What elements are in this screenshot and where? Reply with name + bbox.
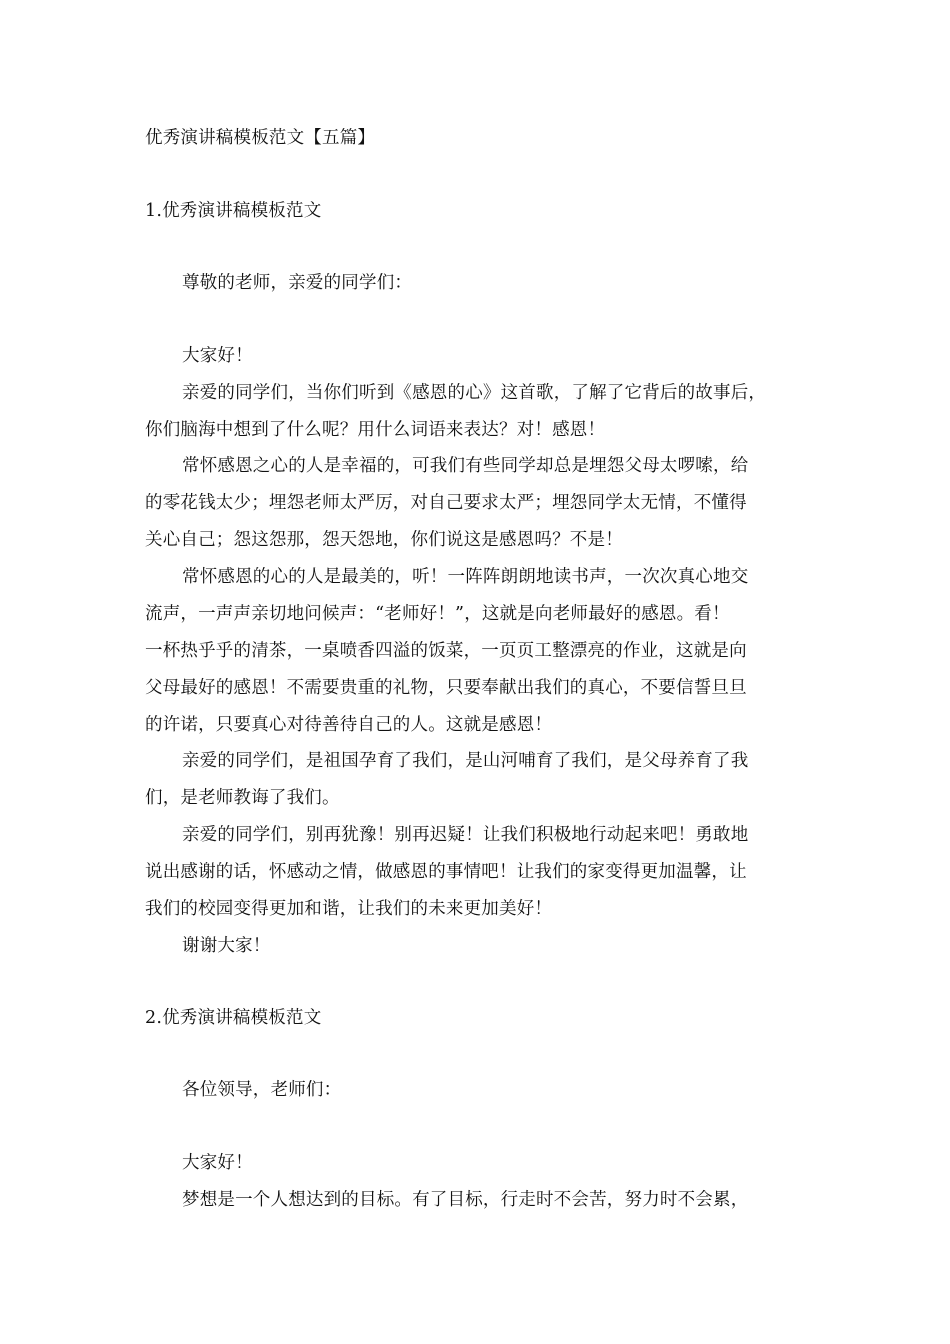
paragraph-line: 梦想是一个人想达到的目标。有了目标，行走时不会苦，努力时不会累， xyxy=(182,1190,749,1210)
paragraph-line: 的零花钱太少；埋怨老师太严厉，对自己要求太严；埋怨同学太无情，不懂得 xyxy=(145,493,747,513)
paragraph-line: 亲爱的同学们，别再犹豫！别再迟疑！让我们积极地行动起来吧！勇敢地 xyxy=(182,825,749,845)
paragraph-line: 亲爱的同学们，是祖国孕育了我们，是山河哺育了我们，是父母养育了我 xyxy=(182,751,749,771)
paragraph-line: 流声，一声声亲切地问候声：“老师好！”，这就是向老师最好的感恩。看！ xyxy=(145,604,730,624)
paragraph-line: 父母最好的感恩！不需要贵重的礼物，只要奉献出我们的真心，不要信誓旦旦 xyxy=(145,678,747,698)
salutation: 尊敬的老师，亲爱的同学们： xyxy=(182,273,413,293)
document-title: 优秀演讲稿模板范文【五篇】 xyxy=(145,128,376,148)
greeting: 大家好！ xyxy=(182,1153,253,1173)
paragraph-line: 说出感谢的话，怀感动之情，做感恩的事情吧！让我们的家变得更加温馨，让 xyxy=(145,862,747,882)
paragraph-line: 关心自己；怨这怨那，怨天怨地，你们说这是感恩吗？不是！ xyxy=(145,530,623,550)
paragraph-line: 亲爱的同学们，当你们听到《感恩的心》这首歌，了解了它背后的故事后， xyxy=(182,383,767,403)
paragraph-line: 的许诺，只要真心对待善待自己的人。这就是感恩！ xyxy=(145,715,553,735)
paragraph-line: 我们的校园变得更加和谐，让我们的未来更加美好！ xyxy=(145,899,553,919)
paragraph-line: 们，是老师教诲了我们。 xyxy=(145,788,340,808)
section-heading: 1.优秀演讲稿模板范文 xyxy=(145,201,322,221)
closing-line: 谢谢大家！ xyxy=(182,936,271,956)
paragraph-line: 常怀感恩的心的人是最美的，听！一阵阵朗朗地读书声，一次次真心地交 xyxy=(182,567,749,587)
paragraph-line: 你们脑海中想到了什么呢？用什么词语来表达？对！感恩！ xyxy=(145,420,606,440)
section-heading: 2.优秀演讲稿模板范文 xyxy=(145,1008,322,1028)
greeting: 大家好！ xyxy=(182,346,253,366)
salutation: 各位领导，老师们： xyxy=(182,1080,342,1100)
paragraph-line: 常怀感恩之心的人是幸福的，可我们有些同学却总是埋怨父母太啰嗦，给 xyxy=(182,456,749,476)
paragraph-line: 一杯热乎乎的清茶，一桌喷香四溢的饭菜，一页页工整漂亮的作业，这就是向 xyxy=(145,641,747,661)
